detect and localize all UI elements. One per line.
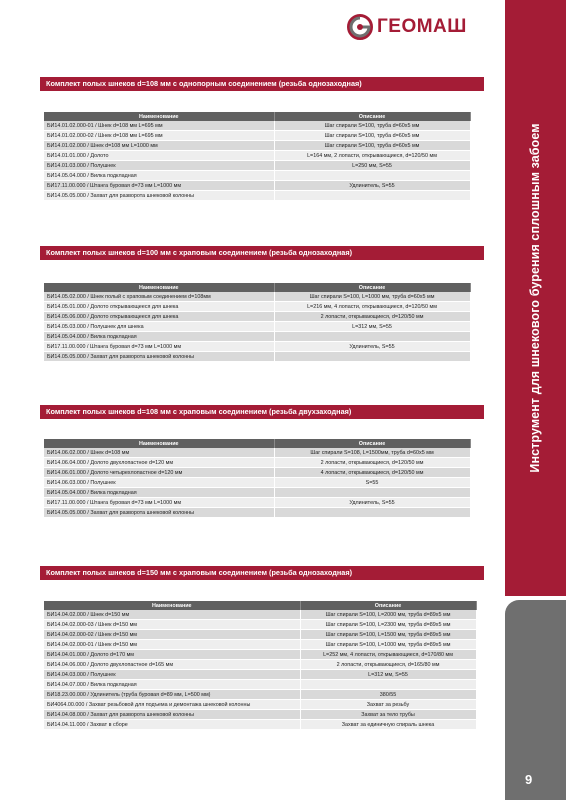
item-desc-cell: L=216 мм, 4 лопасти, открывающиеся, d=120/50 мм: [274, 302, 470, 312]
item-desc-cell: 2 лопасти, открывающиеся, d=165/80 мм: [300, 660, 476, 670]
item-name-cell: БИ14.06.02.000 / Шнек d=108 мм: [44, 448, 274, 458]
item-desc-cell: [300, 680, 476, 690]
table-row: [44, 292, 470, 302]
col-desc-header: Описание: [274, 439, 470, 448]
item-desc-cell: Шаг спирали S=100, L=1000 мм, труба d=60х5 мм: [274, 292, 470, 302]
section-3-title: Комплект полых шнеков d=108 мм с храповым соединением (резьба двухзаходная): [40, 405, 484, 419]
geomash-logo-icon: [347, 14, 373, 40]
table-row: [44, 650, 476, 660]
item-name-cell: БИ14.04.02.000-03 / Шнек d=150 мм: [44, 620, 300, 630]
item-desc-cell: L=250 мм, S=55: [274, 161, 470, 171]
table-row: [44, 342, 470, 352]
section-1-table: [44, 112, 471, 201]
col-desc-header: Описание: [300, 601, 476, 610]
item-name-cell: БИ14.05.05.000 / Захват для разворота шнековой колонны: [44, 191, 274, 201]
table-row: [44, 630, 476, 640]
side-vertical-title: Инструмент для шнекового бурения сплошным забоем: [528, 123, 542, 473]
item-name-cell: БИ14.05.06.000 / Долото открывающееся для шнека: [44, 312, 274, 322]
brand-name: ГЕОМАШ: [377, 16, 467, 37]
item-desc-cell: Шаг спирали S=100, труба d=60х5 мм: [274, 131, 470, 141]
section-2-title: Комплект полых шнеков d=100 мм с храповым соединением (резьба однозаходная): [40, 246, 484, 260]
item-name-cell: БИ14.05.05.000 / Захват для разворота шнековой колонны: [44, 352, 274, 362]
item-name-cell: БИ14.05.03.000 / Полушнек для шнека: [44, 322, 274, 332]
item-desc-cell: Шаг спирали S=108, L=1500мм, труба d=60х5 мм: [274, 448, 470, 458]
table-row: [44, 508, 470, 518]
col-desc-header: Описание: [274, 112, 470, 121]
table-row: [44, 458, 470, 468]
item-desc-cell: [274, 191, 470, 201]
item-name-cell: БИ17.11.00.000 / Штанга буровая d=73 мм L=1000 мм: [44, 498, 274, 508]
item-desc-cell: Удлинитель, S=55: [274, 498, 470, 508]
item-desc-cell: Захват за тело трубы: [300, 710, 476, 720]
item-name-cell: БИ14.06.03.000 / Полушнек: [44, 478, 274, 488]
item-desc-cell: Захват за единичную спираль шнека: [300, 720, 476, 730]
side-page-tab: [505, 600, 566, 800]
item-name-cell: БИ14.04.07.000 / Вилка подкладная: [44, 680, 300, 690]
table-row: [44, 332, 470, 342]
table-row: [44, 131, 470, 141]
col-name-header: Наименование: [44, 439, 274, 448]
item-name-cell: БИ14.04.03.000 / Полушнек: [44, 670, 300, 680]
item-desc-cell: 2 лопасти, открывающиеся, d=120/50 мм: [274, 458, 470, 468]
item-name-cell: БИ14.05.01.000 / Долото открывающееся для шнека: [44, 302, 274, 312]
table-row: [44, 352, 470, 362]
item-name-cell: БИ14.04.08.000 / Захват для разворота шнековой колонны: [44, 710, 300, 720]
item-name-cell: БИ14.04.01.000 / Долото d=170 мм: [44, 650, 300, 660]
item-desc-cell: Шаг спирали S=100, труба d=60х5 мм: [274, 121, 470, 131]
col-name-header: Наименование: [44, 112, 274, 121]
table-row: [44, 161, 470, 171]
table-row: [44, 660, 476, 670]
section-2-table: [44, 283, 471, 362]
item-desc-cell: 380/55: [300, 690, 476, 700]
section-1-title: Комплект полых шнеков d=108 мм с однопорным соединением (резьба однозаходная): [40, 77, 484, 91]
side-band: [505, 0, 566, 596]
table-row: [44, 121, 470, 131]
table-row: [44, 151, 470, 161]
item-name-cell: БИ14.01.02.000 / Шнек d=108 мм L=1000 мм: [44, 141, 274, 151]
item-name-cell: БИ14.06.01.000 / Долото четырехлопастное d=120 мм: [44, 468, 274, 478]
col-name-header: Наименование: [44, 601, 300, 610]
item-desc-cell: [274, 488, 470, 498]
table-row: [44, 498, 470, 508]
table-row: [44, 312, 470, 322]
table-row: [44, 680, 476, 690]
item-name-cell: БИ14.04.11.000 / Захват в сборе: [44, 720, 300, 730]
item-desc-cell: Захват за резьбу: [300, 700, 476, 710]
item-name-cell: БИ14.06.04.000 / Долото двухлопастное d=120 мм: [44, 458, 274, 468]
table-row: [44, 322, 470, 332]
section-4-title: Комплект полых шнеков d=150 мм с храповым соединением (резьба однозаходная): [40, 566, 484, 580]
table-row: [44, 302, 470, 312]
item-name-cell: БИ17.11.00.000 / Штанга буровая d=73 мм L=1000 мм: [44, 342, 274, 352]
item-name-cell: БИ14.05.04.000 / Вилка подкладная: [44, 488, 274, 498]
item-desc-cell: [274, 352, 470, 362]
item-name-cell: БИ17.11.00.000 / Штанга буровая d=73 мм L=1000 мм: [44, 181, 274, 191]
item-desc-cell: Шаг спирали S=100, L=1000 мм, труба d=89х5 мм: [300, 640, 476, 650]
table-row: [44, 720, 476, 730]
table-row: [44, 620, 476, 630]
table-row: [44, 670, 476, 680]
table-row: [44, 171, 470, 181]
table-row: [44, 488, 470, 498]
item-name-cell: БИ14.05.05.000 / Захват для разворота шнековой колонны: [44, 508, 274, 518]
table-row: [44, 700, 476, 710]
item-desc-cell: [274, 332, 470, 342]
item-name-cell: БИ14.05.04.000 / Вилка подкладная: [44, 171, 274, 181]
item-desc-cell: Шаг спирали S=100, L=2300 мм, труба d=89х5 мм: [300, 620, 476, 630]
item-desc-cell: L=252 мм, 4 лопасти, открывающиеся, d=170/80 мм: [300, 650, 476, 660]
item-name-cell: БИ4064.00.000 / Захват резьбовой для подъема и демонтажа шнековой колонны: [44, 700, 300, 710]
item-desc-cell: 4 лопасти, открывающиеся, d=120/50 мм: [274, 468, 470, 478]
item-desc-cell: L=312 мм, S=55: [274, 322, 470, 332]
item-desc-cell: Шаг спирали S=100, L=2000 мм, труба d=89х5 мм: [300, 610, 476, 620]
item-desc-cell: Шаг спирали S=100, труба d=60х5 мм: [274, 141, 470, 151]
table-row: [44, 181, 470, 191]
col-desc-header: Описание: [274, 283, 470, 292]
item-name-cell: БИ14.05.02.000 / Шнек полый с храповым соединением d=108мм: [44, 292, 274, 302]
item-desc-cell: S=55: [274, 478, 470, 488]
table-row: [44, 610, 476, 620]
item-name-cell: БИ14.01.02.000-01 / Шнек d=108 мм L=695 мм: [44, 121, 274, 131]
item-desc-cell: [274, 171, 470, 181]
table-row: [44, 690, 476, 700]
item-desc-cell: [274, 508, 470, 518]
item-desc-cell: Удлинитель, S=55: [274, 342, 470, 352]
item-name-cell: БИ14.01.01.000 / Долото: [44, 151, 274, 161]
col-name-header: Наименование: [44, 283, 274, 292]
item-name-cell: БИ14.04.06.000 / Долото двухлопастное d=165 мм: [44, 660, 300, 670]
section-3-table: [44, 439, 471, 518]
item-desc-cell: L=164 мм, 2 лопасти, открывающиеся, d=120/50 мм: [274, 151, 470, 161]
item-desc-cell: Удлинитель, S=55: [274, 181, 470, 191]
table-row: [44, 468, 470, 478]
item-name-cell: БИ18.23.00.000 / Удлинитель (труба буровая d=89 мм, L=500 мм): [44, 690, 300, 700]
item-name-cell: БИ14.01.02.000-02 / Шнек d=108 мм L=695 мм: [44, 131, 274, 141]
table-row: [44, 640, 476, 650]
item-name-cell: БИ14.04.02.000 / Шнек d=150 мм: [44, 610, 300, 620]
item-name-cell: БИ14.04.02.000-01 / Шнек d=150 мм: [44, 640, 300, 650]
table-row: [44, 191, 470, 201]
item-name-cell: БИ14.05.04.000 / Вилка подкладная: [44, 332, 274, 342]
item-desc-cell: L=312 мм, S=55: [300, 670, 476, 680]
item-desc-cell: 2 лопасти, открывающиеся, d=120/50 мм: [274, 312, 470, 322]
item-name-cell: БИ14.04.02.000-02 / Шнек d=150 мм: [44, 630, 300, 640]
table-row: [44, 141, 470, 151]
brand-logo: [347, 12, 467, 42]
item-desc-cell: Шаг спирали S=100, L=1500 мм, труба d=89х5 мм: [300, 630, 476, 640]
table-row: [44, 710, 476, 720]
page-number: 9: [525, 772, 533, 787]
table-row: [44, 478, 470, 488]
table-row: [44, 448, 470, 458]
section-4-table: [44, 601, 477, 730]
item-name-cell: БИ14.01.03.000 / Полушнек: [44, 161, 274, 171]
